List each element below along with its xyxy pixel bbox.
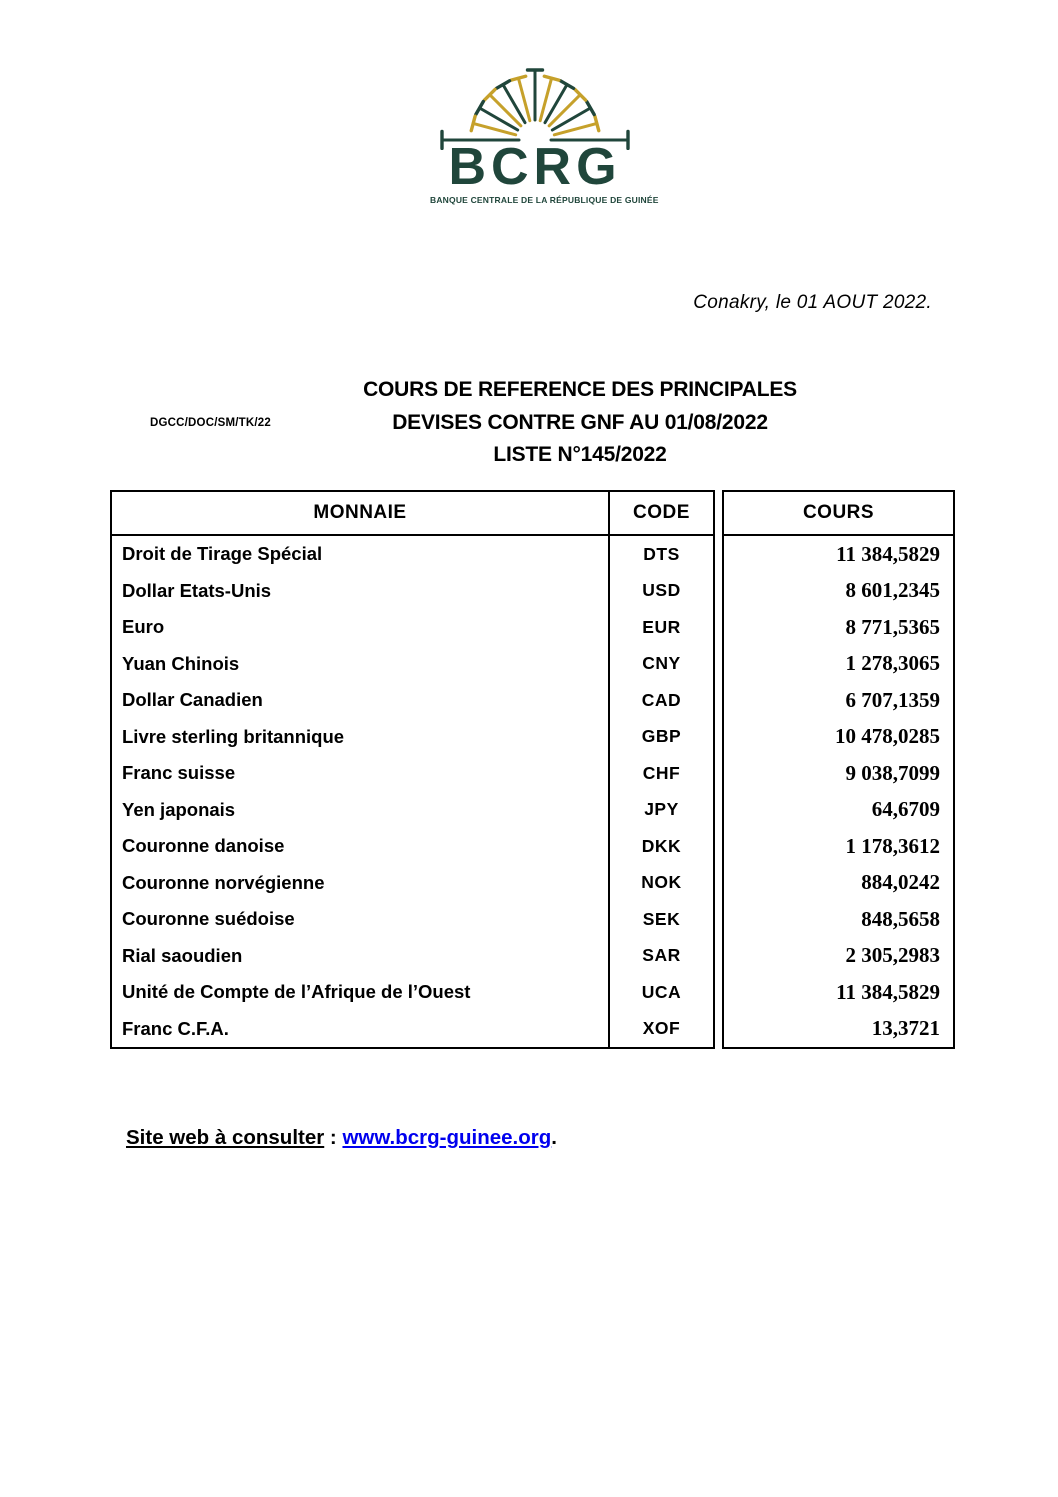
- monnaie-header: MONNAIE: [112, 492, 608, 536]
- code-header: CODE: [610, 492, 713, 536]
- cours-header: COURS: [724, 492, 953, 536]
- currency-name-cell: Euro: [122, 616, 165, 638]
- currency-code-cell: XOF: [642, 1018, 681, 1039]
- website-suffix: .: [551, 1126, 557, 1149]
- currency-name-cell: Livre sterling britannique: [122, 725, 345, 747]
- currency-name-cell: Yen japonais: [122, 798, 236, 820]
- rates-table: [110, 490, 955, 1049]
- currency-name-cell: Couronne danoise: [122, 835, 285, 857]
- currency-rate-cell: 884,0242: [861, 870, 940, 895]
- website-label: Site web à consulter: [126, 1126, 325, 1149]
- currency-name-cell: Dollar Canadien: [122, 689, 263, 711]
- currency-name-cell: Yuan Chinois: [122, 652, 240, 674]
- currency-rate-cell: 1 278,3065: [845, 651, 940, 676]
- currency-rate-cell: 11 384,5829: [836, 979, 940, 1004]
- website-separator: :: [324, 1126, 343, 1149]
- currency-rate-cell: 8 601,2345: [845, 578, 940, 603]
- title-line-2: DEVISES CONTRE GNF AU 01/08/2022: [392, 410, 768, 434]
- currency-name-cell: Franc suisse: [122, 762, 236, 784]
- website-link[interactable]: www.bcrg-guinee.org: [342, 1126, 552, 1149]
- currency-code-cell: SEK: [642, 908, 681, 929]
- document-title: [330, 374, 830, 472]
- currency-rate-cell: 9 038,7099: [845, 760, 940, 785]
- currency-name-cell: Rial saoudien: [122, 944, 243, 966]
- currency-name-cell: Droit de Tirage Spécial: [122, 543, 323, 565]
- currency-code-box: [110, 490, 715, 1049]
- date-line: Conakry, le 01 AOUT 2022.: [693, 292, 932, 313]
- currency-name-cell: Dollar Etats-Unis: [122, 579, 272, 601]
- currency-code-cell: CAD: [641, 689, 682, 710]
- logo-tagline: BANQUE CENTRALE DE LA RÉPUBLIQUE DE GUINÉE: [430, 194, 659, 205]
- currency-rate-cell: 2 305,2983: [845, 943, 940, 968]
- currency-code-cell: DKK: [641, 835, 682, 856]
- currency-code-cell: SAR: [642, 945, 681, 966]
- currency-rate-cell: 8 771,5365: [845, 614, 940, 639]
- currency-code-cell: JPY: [644, 799, 679, 820]
- currency-rate-cell: 848,5658: [861, 906, 940, 931]
- currency-name-cell: Couronne norvégienne: [122, 871, 325, 893]
- currency-rate-cell: 13,3721: [871, 1016, 940, 1041]
- currency-name-cell: Couronne suédoise: [122, 908, 295, 930]
- currency-code-cell: DTS: [643, 543, 680, 564]
- currency-code-cell: GBP: [641, 726, 682, 747]
- currency-rate-cell: 10 478,0285: [835, 724, 940, 749]
- currency-code-cell: UCA: [641, 981, 682, 1002]
- currency-rate-cell: 6 707,1359: [845, 687, 940, 712]
- currency-code-cell: CHF: [642, 762, 681, 783]
- cours-box: [722, 490, 955, 1049]
- logo-acronym: BCRG: [448, 138, 622, 196]
- bcrg-logo: [430, 66, 659, 205]
- currency-rate-cell: 11 384,5829: [836, 541, 940, 566]
- currency-rate-cell: 1 178,3612: [845, 833, 940, 858]
- code-column: [608, 492, 713, 1047]
- currency-name-cell: Unité de Compte de l’Afrique de l’Ouest: [122, 981, 471, 1003]
- currency-rate-cell: 64,6709: [871, 797, 940, 822]
- monnaie-column: [112, 492, 608, 1047]
- currency-code-cell: EUR: [642, 616, 681, 637]
- title-line-1: COURS DE REFERENCE DES PRINCIPALES: [363, 378, 797, 401]
- currency-code-cell: NOK: [641, 872, 682, 893]
- reference-code: DGCC/DOC/SM/TK/22: [150, 417, 271, 429]
- footer-line: [126, 1126, 557, 1150]
- currency-code-cell: USD: [642, 580, 681, 601]
- currency-code-cell: CNY: [642, 653, 681, 674]
- title-line-3: LISTE N°145/2022: [493, 443, 667, 466]
- currency-name-cell: Franc C.F.A.: [122, 1017, 229, 1039]
